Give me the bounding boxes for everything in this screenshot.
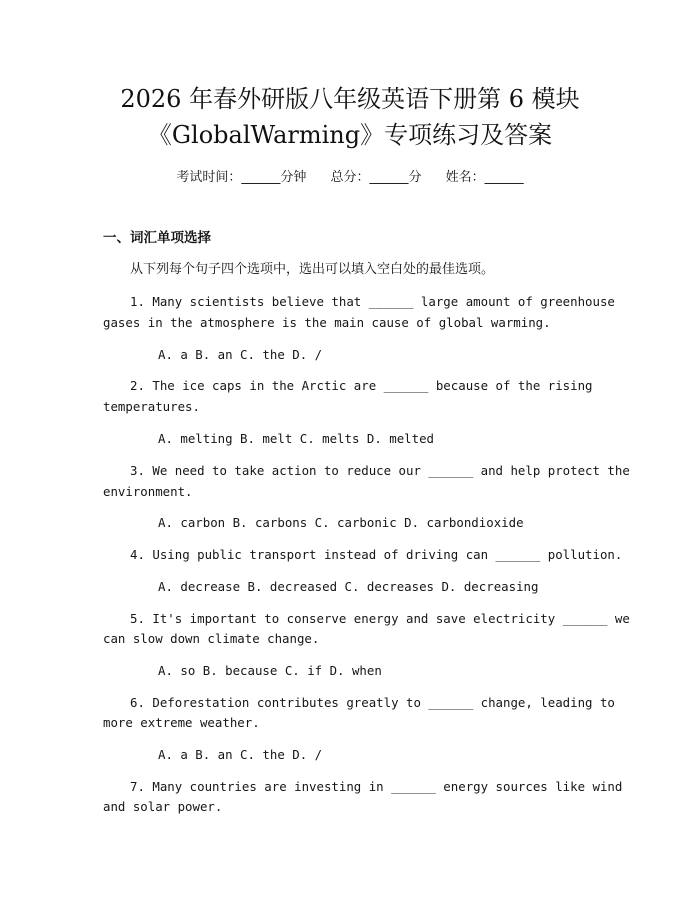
question-6-options: A. a B. an C. the D. / [158,747,323,762]
question-1-options: A. a B. an C. the D. / [158,347,323,362]
question-2-options: A. melting B. melt C. melts D. melted [158,431,435,446]
question-4-options: A. decrease B. decreased C. decreases D. decreasing [158,579,539,594]
question-2-text-cont: temperatures. [103,399,200,414]
question-5-options: A. so B. because C. if D. when [158,663,382,678]
question-5-text: 5. It's important to conserve energy and save electricity ______ we [130,611,630,626]
section-instruction: 从下列每个句子四个选项中，选出可以填入空白处的最佳选项。 [130,262,495,277]
question-7-text-cont: and solar power. [103,799,223,814]
exam-name-field: 姓名：______ [445,170,524,185]
page-title-line-2: 《GlobalWarming》专项练习及答案 [147,121,553,149]
question-6-text-cont: more extreme weather. [103,715,260,730]
question-3-options: A. carbon B. carbons C. carbonic D. carbondioxide [158,515,524,530]
question-5-text-cont: can slow down climate change. [103,631,320,646]
question-4-text: 4. Using public transport instead of driving can ______ pollution. [130,547,623,562]
exam-time-field: 考试时间：______分钟 [176,170,307,185]
question-6-text: 6. Deforestation contributes greatly to ______ change, leading to [130,695,615,710]
question-2-text: 2. The ice caps in the Arctic are ______ because of the rising [130,378,593,393]
section-heading: 一、词汇单项选择 [103,230,211,246]
page-title-line-1: 2026 年春外研版八年级英语下册第 6 模块 [120,85,580,113]
question-1-text: 1. Many scientists believe that ______ large amount of greenhouse [130,294,615,309]
question-3-text-cont: environment. [103,484,193,499]
question-3-text: 3. We need to take action to reduce our ______ and help protect the [130,463,630,478]
question-1-text-cont: gases in the atmosphere is the main cause of global warming. [103,315,551,330]
exam-meta [0,168,700,188]
question-7-text: 7. Many countries are investing in ______ energy sources like wind [130,779,623,794]
exam-score-field: 总分：______分 [330,170,422,185]
